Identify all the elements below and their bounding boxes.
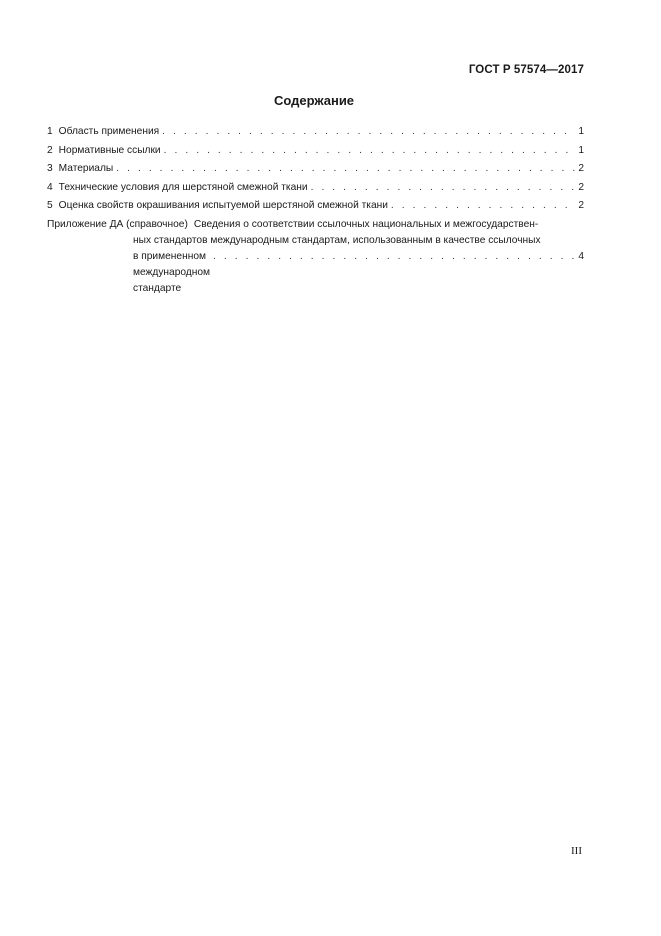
toc-entry-label: Оценка свойств окрашивания испытуемой шерстяной смежной ткани (58, 200, 388, 211)
toc-entry-number: 5 (47, 200, 53, 211)
dot-leader (116, 161, 575, 177)
annex-title-line-1: Сведения о соответствии ссылочных национальных и межгосударствен- (193, 218, 539, 230)
toc-entry-page: 2 (578, 181, 584, 193)
toc-entry-page: 1 (578, 144, 584, 156)
document-code: ГОСТ Р 57574—2017 (468, 64, 584, 76)
dot-leader (311, 180, 575, 196)
toc-entry-page: 2 (578, 200, 584, 211)
annex-title-line-2: ных стандартов международным стандартам, использованным в качестве ссылочных (133, 234, 541, 246)
toc-entry-number: 1 (47, 126, 53, 137)
page-number: III (571, 845, 582, 857)
toc-entry-2[interactable] (47, 143, 584, 159)
toc-entry-label: Технические условия для шерстяной смежной ткани (58, 181, 308, 193)
toc-entry-number: 4 (47, 181, 53, 193)
toc-entry-annex[interactable] (47, 217, 584, 294)
toc-entry-number: 2 (47, 144, 53, 156)
toc-entry-4[interactable] (47, 180, 584, 196)
toc-entry-label: Область применения (58, 126, 160, 137)
table-of-contents (47, 124, 584, 294)
dot-leader (164, 143, 575, 159)
toc-entry-3[interactable] (47, 161, 584, 177)
annex-title-line-3: в примененном международном стандарте (133, 250, 211, 294)
dot-leader (213, 249, 575, 265)
toc-entry-page: 4 (578, 250, 584, 262)
annex-last-line (47, 249, 584, 294)
toc-title: Содержание (273, 93, 355, 108)
dot-leader (162, 124, 575, 140)
toc-entry-5[interactable] (47, 198, 584, 214)
toc-entry-page: 2 (578, 163, 584, 174)
annex-first-line (47, 217, 584, 233)
annex-prefix: Приложение ДА (справочное) (47, 218, 188, 230)
toc-entry-number: 3 (47, 163, 53, 174)
toc-entry-label: Нормативные ссылки (58, 144, 161, 156)
toc-entry-label: Материалы (58, 163, 114, 174)
toc-entry-page: 1 (578, 126, 584, 137)
toc-entry-1[interactable] (47, 124, 584, 140)
dot-leader (391, 198, 575, 214)
